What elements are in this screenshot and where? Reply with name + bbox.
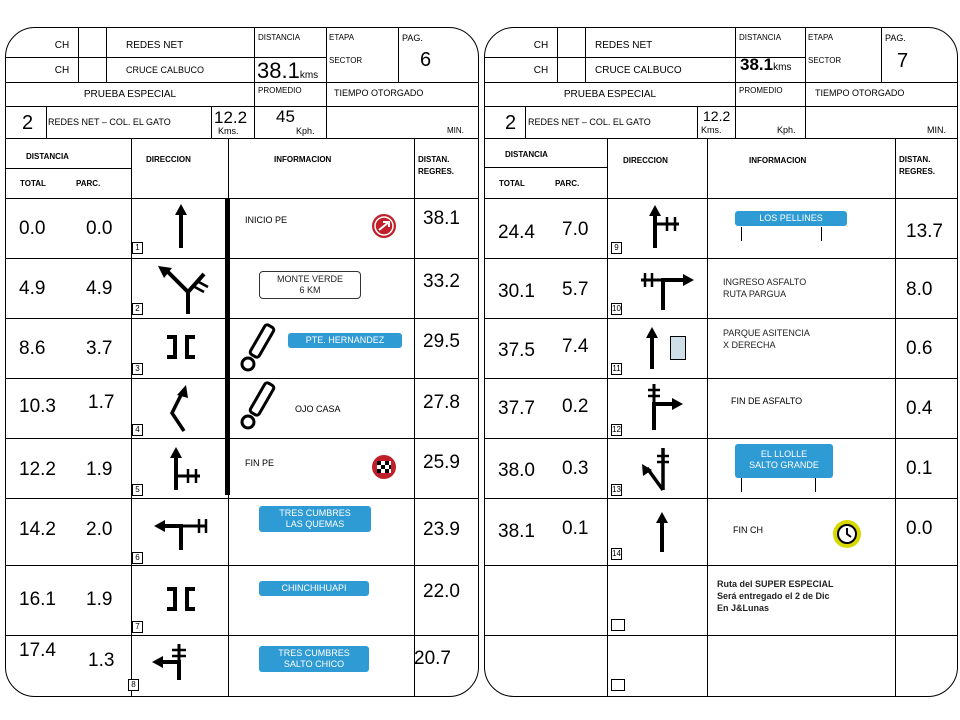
row-parc: 7.4 bbox=[562, 336, 589, 357]
col-parc: PARC. bbox=[76, 179, 101, 188]
fork-left-arrow-icon bbox=[146, 262, 216, 317]
ch-label: CH bbox=[54, 65, 70, 76]
stage-number: 2 bbox=[22, 112, 34, 134]
bridge-icon bbox=[161, 333, 201, 363]
sector-label: SECTOR bbox=[329, 56, 363, 65]
row-parc: 2.0 bbox=[86, 519, 113, 540]
tiempo-otorgado-label: TIEMPO OTORGADO bbox=[334, 88, 424, 98]
row-parc: 0.2 bbox=[562, 396, 589, 417]
row-info: FIN DE ASFALTO bbox=[731, 396, 803, 406]
kms-label: Kms. bbox=[218, 126, 239, 136]
col-parc: PARC. bbox=[555, 179, 580, 188]
roadbook-page-6 bbox=[5, 27, 479, 697]
row-parc: 0.3 bbox=[562, 458, 589, 479]
row-regres: 23.9 bbox=[423, 519, 460, 540]
row-info: FIN PE bbox=[245, 458, 275, 468]
row-info-sign: TRES CUMBRES LAS QUEMAS bbox=[259, 506, 371, 532]
row-number: 10 bbox=[612, 304, 621, 313]
prueba-especial-label: PRUEBA ESPECIAL bbox=[563, 89, 657, 100]
col-distancia: DISTANCIA bbox=[26, 152, 69, 161]
row-number-empty bbox=[611, 619, 625, 631]
col-regres: DISTAN. bbox=[418, 155, 450, 164]
row-parc: 1.9 bbox=[86, 459, 113, 480]
turn-left-arrow-icon bbox=[151, 512, 221, 552]
route-note: Ruta del SUPER ESPECIAL Será entregado el 2 de Dic En J&Lunas bbox=[717, 579, 834, 613]
min-label: MIN. bbox=[927, 125, 946, 135]
col-regres: DISTAN. bbox=[899, 155, 931, 164]
row-info: FIN CH bbox=[733, 525, 763, 535]
stage-name: REDES NET – COL. EL GATO bbox=[48, 117, 171, 127]
total-distance: 38.1kms bbox=[740, 55, 792, 74]
row-number: 4 bbox=[132, 424, 143, 436]
row-regres: 22.0 bbox=[423, 581, 460, 602]
service-park-icon bbox=[670, 336, 686, 360]
row-number: 12 bbox=[612, 425, 621, 434]
row-total: 24.4 bbox=[498, 222, 535, 243]
prueba-especial-label: PRUEBA ESPECIAL bbox=[83, 89, 177, 100]
page-number: 7 bbox=[897, 50, 909, 72]
etapa-label: ETAPA bbox=[808, 33, 834, 42]
sector-label: SECTOR bbox=[808, 56, 842, 65]
row-number: 11 bbox=[612, 364, 621, 373]
row-regres: 33.2 bbox=[423, 271, 460, 292]
row-parc: 5.7 bbox=[562, 279, 589, 300]
col-direccion: DIRECCION bbox=[623, 156, 668, 165]
kph-label: Kph. bbox=[777, 125, 796, 135]
row-regres: 0.6 bbox=[906, 338, 933, 359]
row-parc: 0.0 bbox=[86, 218, 113, 239]
row-regres: 38.1 bbox=[423, 208, 460, 229]
control-name: CRUCE CALBUCO bbox=[595, 65, 682, 76]
row-number: 5 bbox=[132, 484, 143, 496]
straight-arrow-icon bbox=[161, 201, 201, 251]
total-distance: 38.1kms bbox=[257, 58, 319, 83]
ch-label: CH bbox=[54, 40, 70, 51]
row-total: 14.2 bbox=[19, 519, 56, 540]
row-total: 38.1 bbox=[498, 521, 535, 542]
row-parc: 1.7 bbox=[88, 392, 115, 413]
ch-label: CH bbox=[533, 65, 549, 76]
row-number: 14 bbox=[612, 549, 621, 558]
kph-label: Kph. bbox=[296, 126, 315, 136]
row-regres: 27.8 bbox=[423, 392, 460, 413]
straight-arrow-icon bbox=[645, 202, 695, 250]
row-regres: 25.9 bbox=[423, 452, 460, 473]
col-total: TOTAL bbox=[499, 179, 525, 188]
row-number: 8 bbox=[128, 679, 139, 691]
caution-icon bbox=[239, 322, 279, 374]
row-number: 13 bbox=[612, 485, 621, 494]
row-info: INGRESO ASFALTO RUTA PARGUA bbox=[723, 277, 807, 299]
row-parc: 7.0 bbox=[562, 219, 589, 240]
etapa-label: ETAPA bbox=[329, 33, 355, 42]
straight-arrow-icon bbox=[166, 444, 216, 492]
promedio-label: PROMEDIO bbox=[258, 86, 302, 95]
row-total: 12.2 bbox=[19, 459, 56, 480]
col-distancia: DISTANCIA bbox=[505, 150, 548, 159]
row-number-empty bbox=[611, 679, 625, 691]
row-info-sign: CHINCHIHUAPI bbox=[259, 581, 369, 596]
distancia-label: DISTANCIA bbox=[258, 33, 301, 42]
control-name: REDES NET bbox=[595, 40, 653, 51]
pag-label: PAG. bbox=[402, 33, 423, 43]
distancia-label: DISTANCIA bbox=[739, 33, 782, 42]
row-info-sign: TRES CUMBRES SALTO CHICO bbox=[259, 646, 369, 672]
finish-flag-icon bbox=[369, 452, 399, 482]
time-control-icon bbox=[831, 518, 863, 550]
row-number: 2 bbox=[132, 303, 143, 315]
page-number: 6 bbox=[420, 49, 432, 71]
stage-km: 12.2 bbox=[214, 108, 248, 127]
row-regres: 20.7 bbox=[414, 648, 451, 669]
row-total: 16.1 bbox=[19, 589, 56, 610]
row-parc: 3.7 bbox=[86, 338, 113, 359]
row-total: 37.5 bbox=[498, 340, 535, 361]
row-total: 4.9 bbox=[19, 278, 46, 299]
col-direccion: DIRECCION bbox=[146, 155, 191, 164]
row-parc: 1.3 bbox=[88, 650, 115, 671]
row-regres: 0.0 bbox=[906, 518, 933, 539]
row-info-sign: PTE. HERNANDEZ bbox=[288, 333, 402, 348]
col-regres: REGRES. bbox=[899, 167, 936, 176]
turn-right-arrow-icon bbox=[633, 264, 703, 312]
col-informacion: INFORMACION bbox=[749, 156, 807, 165]
row-total: 38.0 bbox=[498, 460, 535, 481]
roadbook-page-7 bbox=[484, 27, 958, 697]
stage-km: 12.2 bbox=[703, 108, 731, 124]
row-number: 1 bbox=[132, 242, 143, 254]
row-regres: 13.7 bbox=[906, 221, 943, 242]
min-label: MIN. bbox=[447, 126, 464, 135]
row-number: 7 bbox=[132, 621, 143, 633]
row-info-sign: MONTE VERDE 6 KM bbox=[259, 271, 361, 299]
pag-label: PAG. bbox=[885, 33, 906, 43]
promedio-value: 45 bbox=[276, 107, 295, 126]
row-info-sign: EL LLOLLE SALTO GRANDE bbox=[735, 444, 833, 478]
row-parc: 1.9 bbox=[86, 589, 113, 610]
row-info: INICIO PE bbox=[245, 215, 288, 225]
col-informacion: INFORMACION bbox=[274, 155, 332, 164]
row-regres: 29.5 bbox=[423, 331, 460, 352]
row-total: 30.1 bbox=[498, 281, 535, 302]
fork-left-arrow-icon bbox=[637, 442, 687, 494]
straight-arrow-icon bbox=[642, 508, 682, 558]
row-number: 3 bbox=[132, 363, 143, 375]
stage-name: REDES NET – COL. EL GATO bbox=[528, 117, 651, 127]
row-total: 0.0 bbox=[19, 218, 46, 239]
col-total: TOTAL bbox=[20, 179, 46, 188]
promedio-label: PROMEDIO bbox=[739, 86, 783, 95]
row-total: 37.7 bbox=[498, 398, 535, 419]
row-info-sign: LOS PELLINES bbox=[735, 211, 847, 226]
turn-left-arrow-icon bbox=[149, 640, 209, 686]
row-info: OJO CASA bbox=[295, 404, 341, 414]
special-stage-bar bbox=[225, 198, 230, 495]
turn-right-arrow-icon bbox=[640, 380, 700, 432]
curve-left-arrow-icon bbox=[158, 383, 198, 433]
stage-number: 2 bbox=[505, 112, 517, 134]
row-number: 6 bbox=[132, 552, 143, 564]
start-stage-icon bbox=[369, 211, 399, 241]
row-total: 8.6 bbox=[19, 338, 46, 359]
bridge-icon bbox=[161, 585, 201, 615]
tiempo-otorgado-label: TIEMPO OTORGADO bbox=[815, 88, 905, 98]
row-info: PARQUE ASITENCIA X DERECHA bbox=[723, 328, 810, 350]
row-regres: 0.4 bbox=[906, 398, 933, 419]
row-regres: 8.0 bbox=[906, 279, 933, 300]
kms-label: Kms. bbox=[701, 125, 722, 135]
ch-label: CH bbox=[533, 40, 549, 51]
row-regres: 0.1 bbox=[906, 458, 933, 479]
row-total: 17.4 bbox=[19, 640, 56, 661]
row-parc: 4.9 bbox=[86, 278, 113, 299]
caution-icon bbox=[239, 380, 279, 432]
row-number: 9 bbox=[611, 242, 622, 254]
control-name: CRUCE CALBUCO bbox=[126, 65, 205, 75]
col-regres: REGRES. bbox=[418, 167, 455, 176]
control-name: REDES NET bbox=[126, 40, 184, 51]
row-parc: 0.1 bbox=[562, 518, 589, 539]
row-total: 10.3 bbox=[19, 396, 56, 417]
